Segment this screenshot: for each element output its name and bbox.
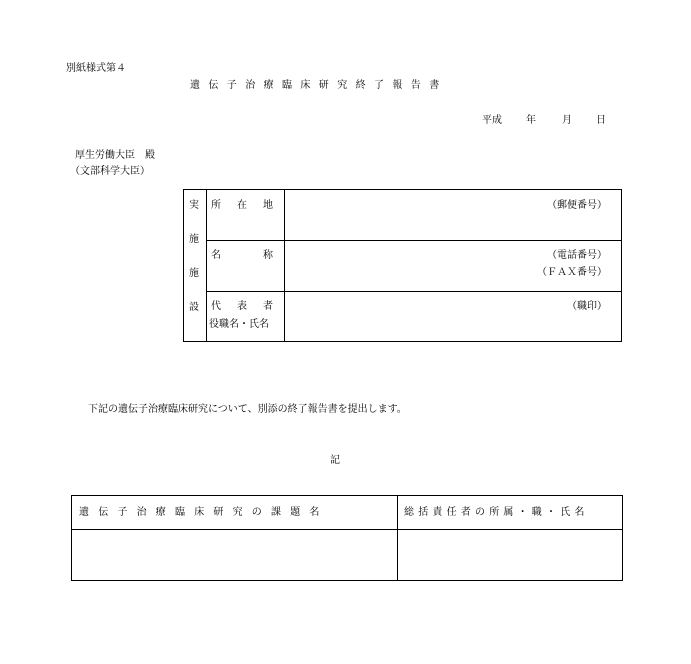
topic-table <box>71 495 623 581</box>
principal-investigator-field[interactable] <box>402 534 618 576</box>
phone-number-note: （電話番号） <box>547 250 607 261</box>
date-year: 年 <box>526 115 536 126</box>
official-seal-note: （職印） <box>567 301 607 312</box>
addressee-minister: 厚生労働大臣 殿 <box>75 150 155 161</box>
principal-investigator-header: 総括責任者の所属・職・氏名 <box>404 507 589 518</box>
date-month: 月 <box>562 115 572 126</box>
divider <box>206 291 621 292</box>
side-label-char: 施 <box>189 234 199 245</box>
side-label-char: 設 <box>189 302 199 313</box>
document-title: 遺伝子治療臨床研究終了報告書 <box>190 80 448 91</box>
side-label-char: 施 <box>189 268 199 279</box>
research-title-header: 遺伝子治療臨床研究の課題名 <box>79 507 329 518</box>
divider <box>284 190 285 341</box>
divider <box>206 190 207 341</box>
divider <box>72 529 622 530</box>
side-label-char: 実 <box>189 200 199 211</box>
divider <box>206 240 621 241</box>
position-name-label: 役職名・氏名 <box>209 319 269 330</box>
postal-code-note: （郵便番号） <box>547 200 607 211</box>
facility-table <box>183 189 622 342</box>
addressee-alt-minister: （文部科学大臣） <box>70 166 150 177</box>
date-day: 日 <box>596 115 606 126</box>
address-label: 所 在 地 <box>211 200 276 211</box>
ki-heading: 記 <box>330 455 340 466</box>
date-era: 平成 <box>482 115 502 126</box>
representative-label: 代 表 者 <box>211 301 276 312</box>
fax-number-note: （ＦＡＸ番号） <box>537 267 607 278</box>
name-label: 名 称 <box>211 250 276 261</box>
date-line <box>482 116 606 126</box>
submission-statement: 下記の遺伝子治療臨床研究について、別添の終了報告書を提出します。 <box>88 404 407 415</box>
research-title-field[interactable] <box>76 534 393 576</box>
form-number-label: 別紙様式第４ <box>66 63 126 74</box>
divider <box>397 496 398 580</box>
